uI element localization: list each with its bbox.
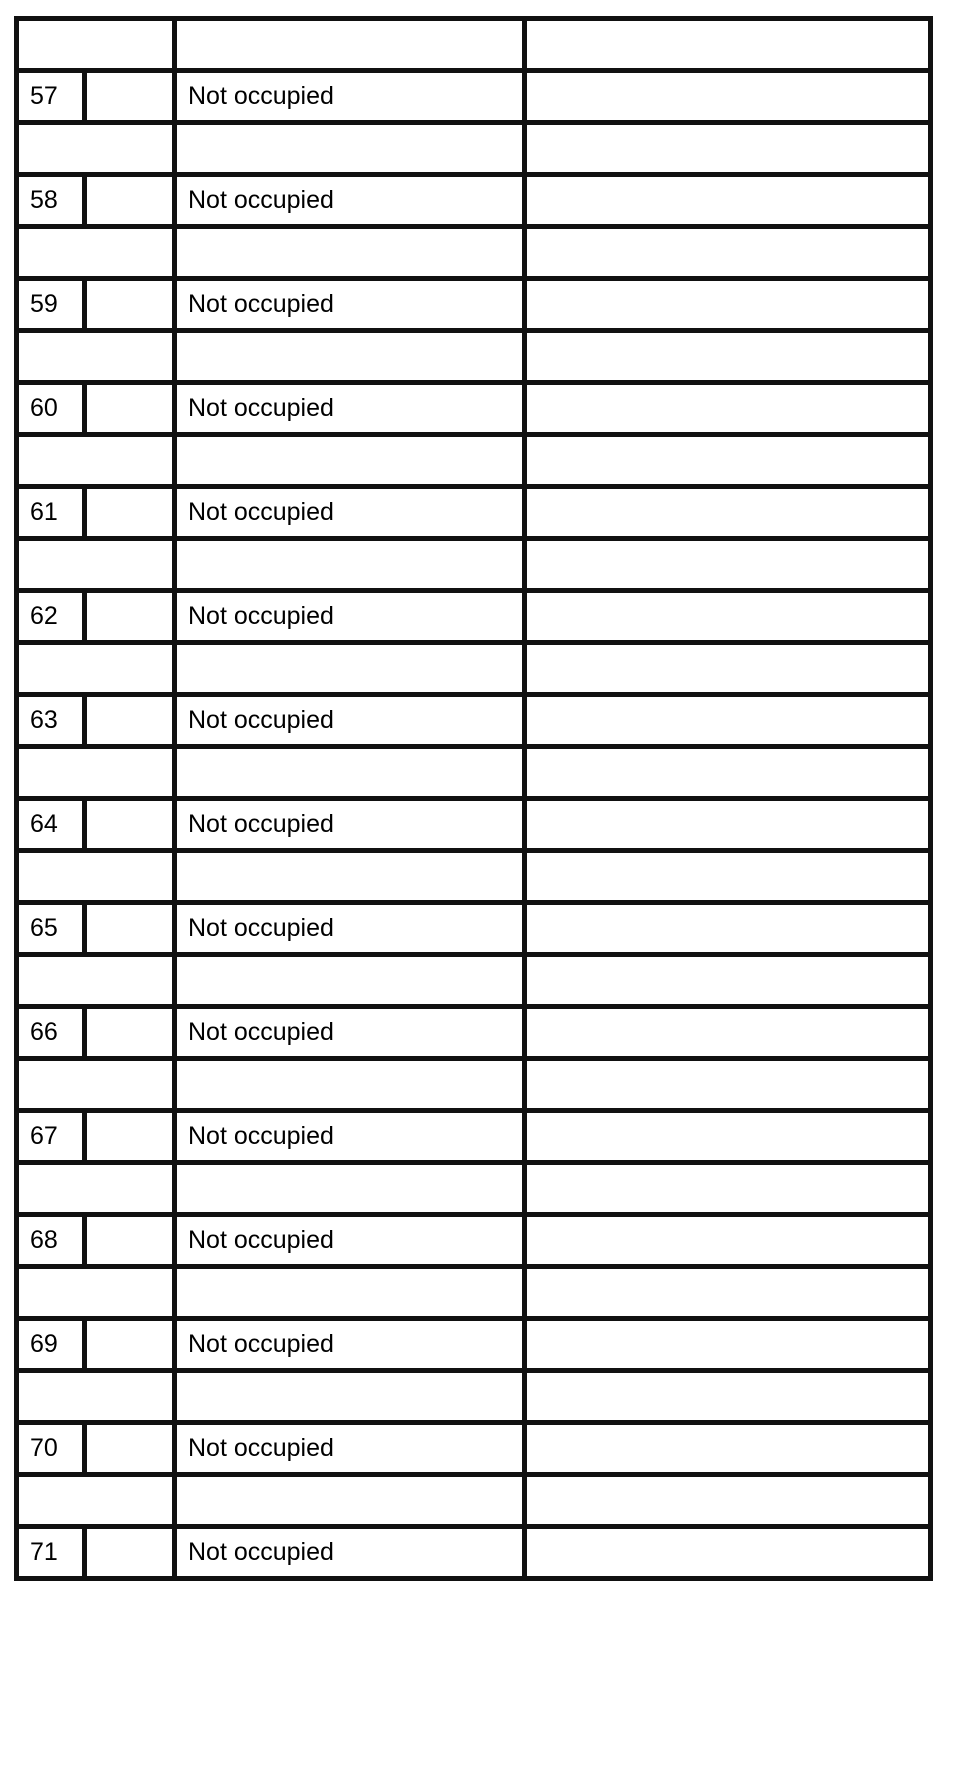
table-row xyxy=(17,799,931,851)
table-row xyxy=(17,279,931,331)
slot-number: 59 xyxy=(17,279,85,331)
notes-cell xyxy=(525,383,931,435)
blank-cell xyxy=(85,279,175,331)
slot-number: 68 xyxy=(17,1215,85,1267)
slot-number: 58 xyxy=(17,175,85,227)
slot-status: Not occupied xyxy=(175,71,525,123)
blank-cell xyxy=(85,487,175,539)
blank-cell xyxy=(85,695,175,747)
blank-cell xyxy=(85,175,175,227)
slot-status: Not occupied xyxy=(175,903,525,955)
spacer-cell xyxy=(175,1267,525,1319)
spacer-cell xyxy=(17,1267,175,1319)
table-row xyxy=(17,1423,931,1475)
table-row xyxy=(17,71,931,123)
notes-cell xyxy=(525,487,931,539)
spacer-cell xyxy=(175,19,525,71)
spacer-row xyxy=(17,435,931,487)
slot-status: Not occupied xyxy=(175,383,525,435)
slot-number: 66 xyxy=(17,1007,85,1059)
spacer-cell xyxy=(175,955,525,1007)
spacer-cell xyxy=(17,1059,175,1111)
spacer-cell xyxy=(17,1475,175,1527)
spacer-cell xyxy=(175,1163,525,1215)
spacer-cell xyxy=(17,747,175,799)
allocation-table xyxy=(14,16,933,1581)
blank-cell xyxy=(85,799,175,851)
notes-cell xyxy=(525,279,931,331)
spacer-cell xyxy=(525,955,931,1007)
notes-cell xyxy=(525,1007,931,1059)
spacer-row xyxy=(17,1059,931,1111)
slot-status: Not occupied xyxy=(175,591,525,643)
spacer-cell xyxy=(525,123,931,175)
spacer-cell xyxy=(175,747,525,799)
slot-number: 61 xyxy=(17,487,85,539)
table-row xyxy=(17,695,931,747)
spacer-cell xyxy=(17,539,175,591)
slot-number: 69 xyxy=(17,1319,85,1371)
spacer-cell xyxy=(17,1371,175,1423)
spacer-cell xyxy=(17,955,175,1007)
slot-status: Not occupied xyxy=(175,487,525,539)
spacer-row xyxy=(17,123,931,175)
table-row xyxy=(17,383,931,435)
blank-cell xyxy=(85,1007,175,1059)
spacer-cell xyxy=(17,643,175,695)
slot-status: Not occupied xyxy=(175,799,525,851)
notes-cell xyxy=(525,1423,931,1475)
spacer-row xyxy=(17,331,931,383)
table-row xyxy=(17,1215,931,1267)
notes-cell xyxy=(525,1527,931,1579)
slot-status: Not occupied xyxy=(175,1007,525,1059)
slot-number: 64 xyxy=(17,799,85,851)
notes-cell xyxy=(525,695,931,747)
spacer-cell xyxy=(175,851,525,903)
slot-number: 62 xyxy=(17,591,85,643)
table-row xyxy=(17,1319,931,1371)
slot-number: 60 xyxy=(17,383,85,435)
spacer-cell xyxy=(175,227,525,279)
slot-status: Not occupied xyxy=(175,279,525,331)
notes-cell xyxy=(525,799,931,851)
blank-cell xyxy=(85,71,175,123)
slot-number: 67 xyxy=(17,1111,85,1163)
blank-cell xyxy=(85,1215,175,1267)
spacer-cell xyxy=(175,1475,525,1527)
spacer-row xyxy=(17,851,931,903)
table-row xyxy=(17,903,931,955)
notes-cell xyxy=(525,1215,931,1267)
spacer-cell xyxy=(175,539,525,591)
blank-cell xyxy=(85,591,175,643)
spacer-cell xyxy=(525,331,931,383)
spacer-row xyxy=(17,1371,931,1423)
table-row xyxy=(17,1527,931,1579)
spacer-cell xyxy=(525,747,931,799)
slot-status: Not occupied xyxy=(175,1527,525,1579)
slot-status: Not occupied xyxy=(175,1423,525,1475)
allocation-table-body xyxy=(17,19,931,1579)
table-row xyxy=(17,591,931,643)
spacer-cell xyxy=(525,435,931,487)
spacer-cell xyxy=(17,331,175,383)
notes-cell xyxy=(525,1111,931,1163)
spacer-row xyxy=(17,539,931,591)
spacer-row xyxy=(17,1267,931,1319)
spacer-row xyxy=(17,955,931,1007)
blank-cell xyxy=(85,1527,175,1579)
spacer-cell xyxy=(175,1371,525,1423)
spacer-cell xyxy=(175,123,525,175)
spacer-row xyxy=(17,643,931,695)
spacer-cell xyxy=(175,1059,525,1111)
spacer-cell xyxy=(525,1059,931,1111)
notes-cell xyxy=(525,1319,931,1371)
spacer-cell xyxy=(17,123,175,175)
table-row xyxy=(17,175,931,227)
spacer-row xyxy=(17,19,931,71)
slot-number: 57 xyxy=(17,71,85,123)
slot-status: Not occupied xyxy=(175,1215,525,1267)
slot-number: 63 xyxy=(17,695,85,747)
spacer-cell xyxy=(17,435,175,487)
slot-status: Not occupied xyxy=(175,1319,525,1371)
slot-number: 71 xyxy=(17,1527,85,1579)
blank-cell xyxy=(85,1111,175,1163)
spacer-cell xyxy=(525,851,931,903)
table-row xyxy=(17,1111,931,1163)
notes-cell xyxy=(525,175,931,227)
spacer-cell xyxy=(17,1163,175,1215)
slot-number: 70 xyxy=(17,1423,85,1475)
slot-number: 65 xyxy=(17,903,85,955)
spacer-cell xyxy=(525,539,931,591)
slot-status: Not occupied xyxy=(175,1111,525,1163)
blank-cell xyxy=(85,1319,175,1371)
notes-cell xyxy=(525,71,931,123)
spacer-cell xyxy=(525,19,931,71)
spacer-cell xyxy=(525,1163,931,1215)
notes-cell xyxy=(525,591,931,643)
spacer-cell xyxy=(17,851,175,903)
spacer-row xyxy=(17,1475,931,1527)
spacer-cell xyxy=(175,643,525,695)
spacer-cell xyxy=(17,227,175,279)
spacer-row xyxy=(17,1163,931,1215)
spacer-cell xyxy=(525,643,931,695)
notes-cell xyxy=(525,903,931,955)
spacer-row xyxy=(17,747,931,799)
blank-cell xyxy=(85,383,175,435)
table-row xyxy=(17,487,931,539)
slot-status: Not occupied xyxy=(175,695,525,747)
spacer-cell xyxy=(175,435,525,487)
blank-cell xyxy=(85,903,175,955)
table-row xyxy=(17,1007,931,1059)
spacer-cell xyxy=(525,1267,931,1319)
spacer-row xyxy=(17,227,931,279)
spacer-cell xyxy=(525,227,931,279)
spacer-cell xyxy=(525,1475,931,1527)
spacer-cell xyxy=(175,331,525,383)
spacer-cell xyxy=(17,19,175,71)
slot-status: Not occupied xyxy=(175,175,525,227)
blank-cell xyxy=(85,1423,175,1475)
spacer-cell xyxy=(525,1371,931,1423)
